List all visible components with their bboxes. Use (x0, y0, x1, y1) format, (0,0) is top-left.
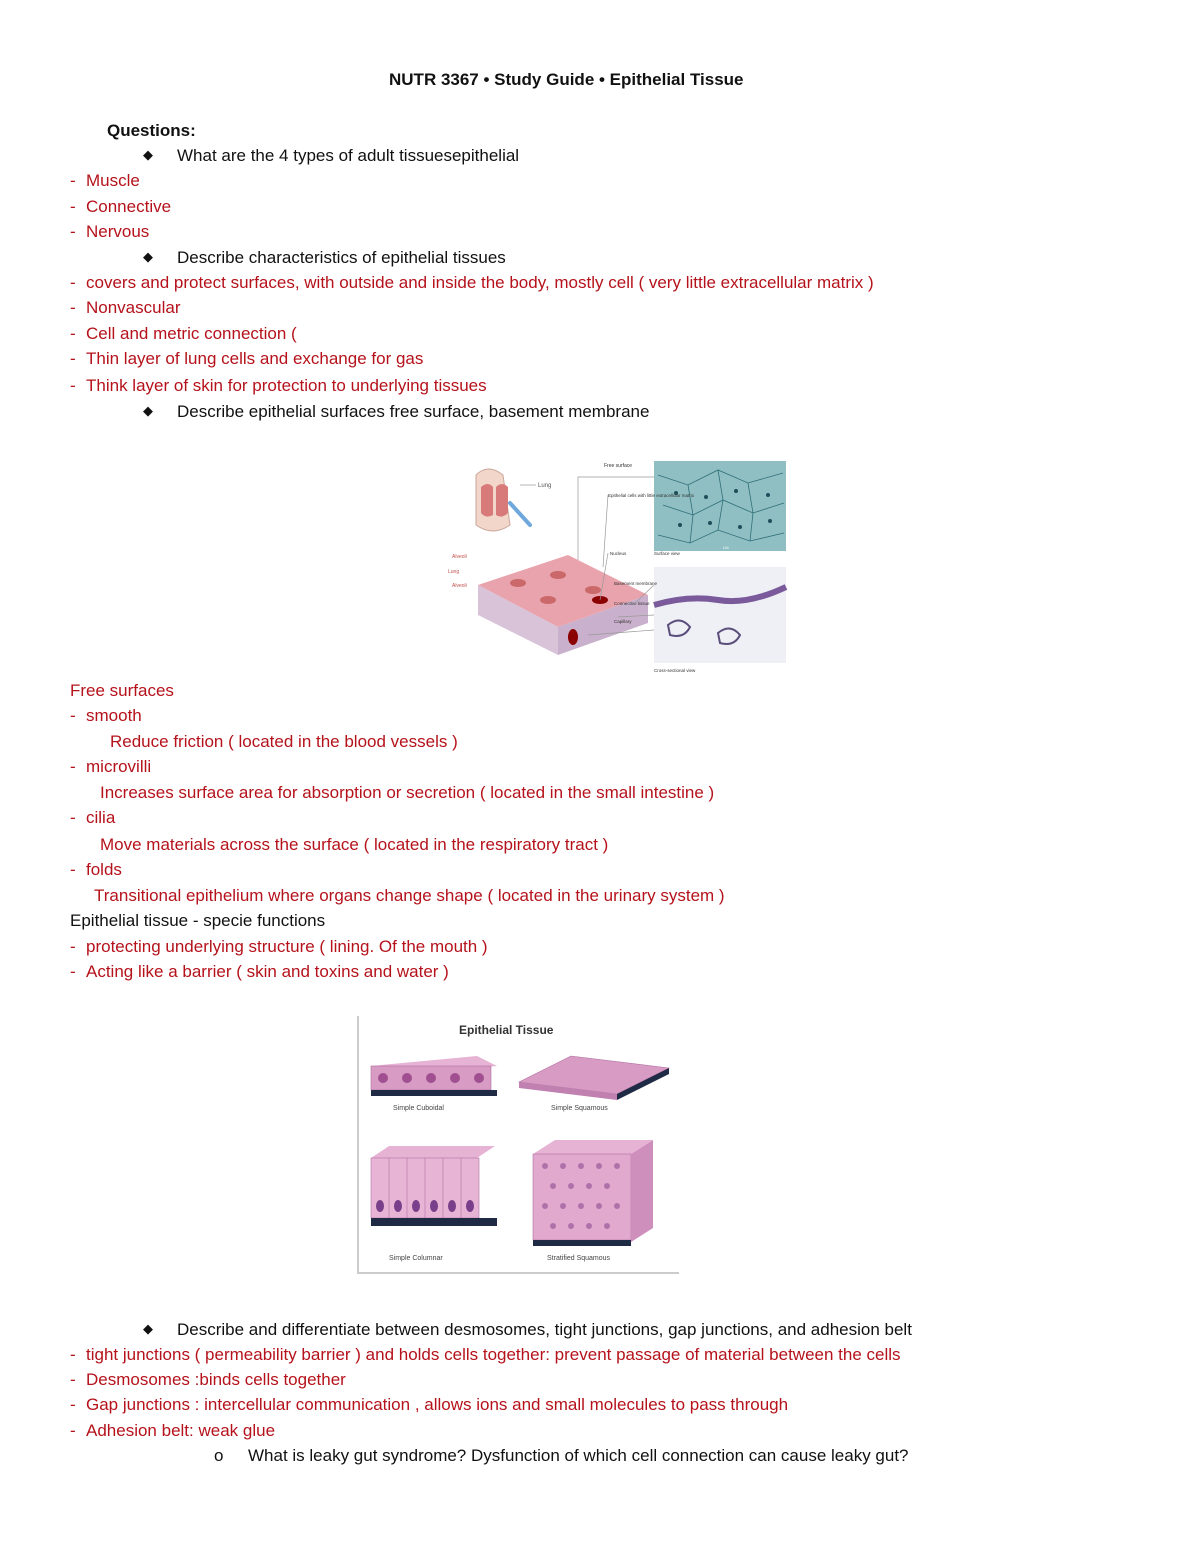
caption-simple-columnar: Simple Columnar (389, 1255, 443, 1262)
answer-item: - Desmosomes :binds cells together (70, 1370, 346, 1389)
left-label: Alveoli (452, 554, 467, 560)
left-label: Alveoli (452, 583, 467, 589)
answer-item: - Think layer of skin for protection to underlying tissues (70, 376, 487, 395)
label-lung: Lung (538, 483, 552, 489)
simple-columnar-illustration (371, 1146, 497, 1226)
cross-section-micrograph (654, 567, 786, 663)
simple-squamous-illustration (519, 1056, 669, 1100)
answer-item: - Muscle (70, 171, 140, 190)
stratified-squamous-illustration (533, 1140, 653, 1246)
questions-label: Questions: (107, 121, 196, 140)
free-surface-item: - folds (70, 860, 122, 879)
label-surface-view: Surface view (654, 551, 680, 556)
answer-item: - Cell and metric connection ( (70, 324, 297, 343)
answer-item: - Adhesion belt: weak glue (70, 1421, 276, 1440)
answer-item: - Thin layer of lung cells and exchange for gas (70, 349, 424, 368)
caption-simple-cuboidal: Simple Cuboidal (393, 1105, 444, 1112)
caption-stratified-squamous: Stratified Squamous (547, 1255, 611, 1262)
question-5: What is leaky gut syndrome? Dysfunction of which cell connection can cause leaky gut? (248, 1446, 909, 1465)
label-capillary: Capillary (614, 619, 632, 624)
simple-cuboidal-illustration (371, 1056, 497, 1096)
scale-bar-text: LM (723, 545, 729, 550)
label-cross-section: Cross-sectional view (654, 668, 696, 673)
label-connective-tissue: Connective tissue (614, 601, 650, 606)
figure-title: Epithelial Tissue (459, 1023, 554, 1037)
question-3: Describe epithelial surfaces free surface, basement membrane (177, 402, 650, 421)
question-1: What are the 4 types of adult tissuesepithelial (177, 146, 520, 165)
specie-item: - protecting underlying structure ( lining. Of the mouth ) (70, 937, 488, 956)
tissue-types-figure (357, 1016, 679, 1274)
question-2: Describe characteristics of epithelial tissues (177, 248, 506, 267)
specie-functions-heading: Epithelial tissue - specie functions (70, 911, 326, 930)
free-surface-desc: Transitional epithelium where organs change shape ( located in the urinary system ) (94, 886, 725, 905)
label-basement-membrane: Basement membrane (614, 581, 658, 586)
page-title: NUTR 3367 • Study Guide • Epithelial Tissue (389, 70, 744, 89)
bullet-icon: ◆ (143, 1321, 153, 1336)
answer-item: - covers and protect surfaces, with outside and inside the body, mostly cell ( very little extracellular matrix ) (70, 273, 874, 292)
free-surface-item: - smooth (70, 706, 142, 725)
answer-item: - Nonvascular (70, 298, 181, 317)
caption-simple-squamous: Simple Squamous (551, 1105, 608, 1112)
question-4: Describe and differentiate between desmosomes, tight junctions, gap junctions, and adhesion belt (177, 1320, 912, 1339)
free-surfaces-heading: Free surfaces (70, 681, 174, 700)
answer-item: - Gap junctions : intercellular communication , allows ions and small molecules to pass through (70, 1395, 789, 1414)
sub-bullet-marker: o (214, 1446, 224, 1465)
left-label: Lung (448, 569, 460, 575)
label-epithelial-cells: Epithelial cells with little extracellular matrix (608, 493, 695, 498)
free-surface-desc: Move materials across the surface ( located in the respiratory tract ) (100, 835, 609, 854)
free-surface-item: - microvilli (70, 757, 152, 776)
label-free-surface: Free surface (604, 463, 633, 469)
bullet-icon: ◆ (143, 147, 153, 162)
specie-item: - Acting like a barrier ( skin and toxins and water ) (70, 962, 449, 981)
label-nucleus: Nucleus (610, 551, 627, 556)
answer-item: - tight junctions ( permeability barrier ) and holds cells together: prevent passage of material between the cells (70, 1345, 901, 1364)
free-surface-item: - cilia (70, 808, 116, 827)
answer-item: - Nervous (70, 222, 150, 241)
lung-torso-illustration (476, 469, 530, 531)
bullet-icon: ◆ (143, 249, 153, 264)
free-surface-desc: Reduce friction ( located in the blood vessels ) (110, 732, 458, 751)
free-surface-desc: Increases surface area for absorption or secretion ( located in the small intestine ) (100, 783, 715, 802)
epithelium-diagram (418, 455, 790, 675)
answer-item: - Connective (70, 197, 172, 216)
bullet-icon: ◆ (143, 403, 153, 418)
